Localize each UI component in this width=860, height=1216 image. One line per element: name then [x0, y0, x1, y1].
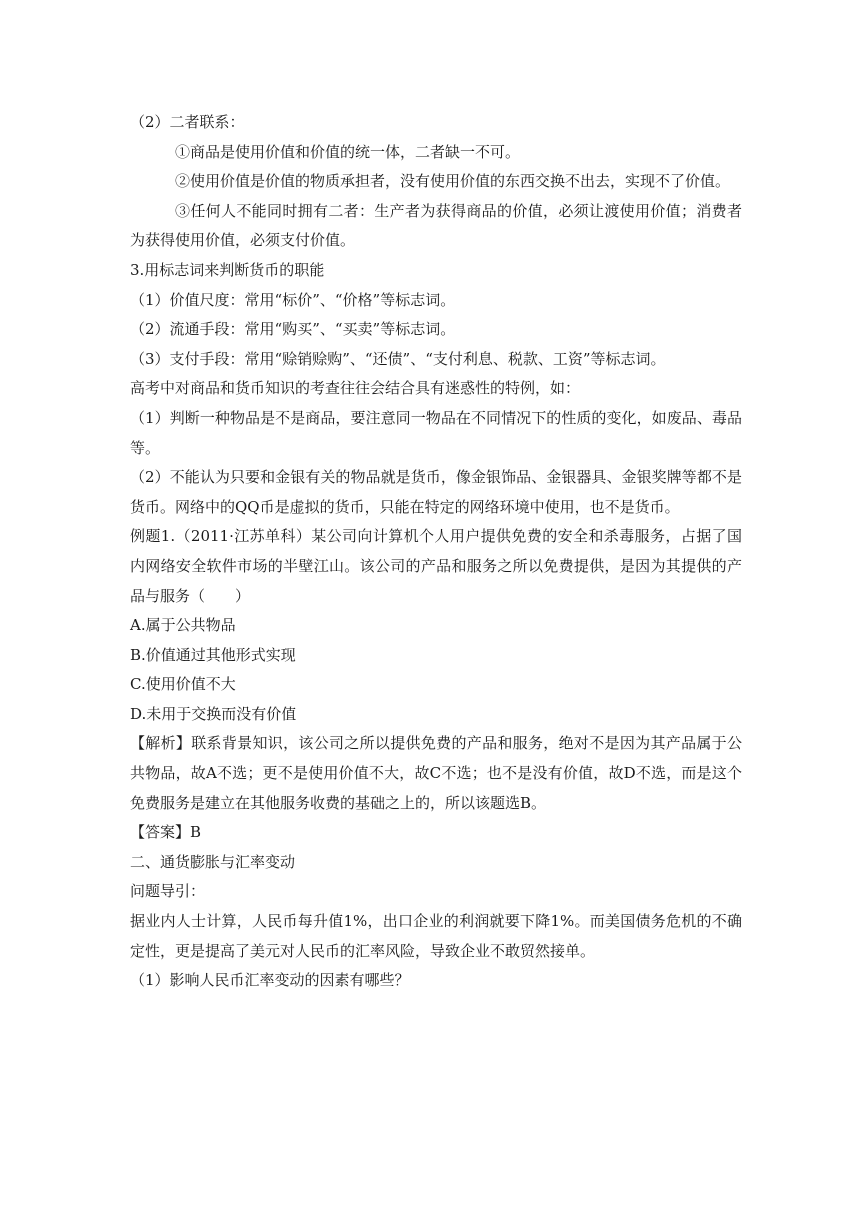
option-b: B.价值通过其他形式实现: [130, 645, 296, 664]
question-1: （1）影响人民币汇率变动的因素有哪些？: [130, 971, 410, 990]
section-3-title: 3.用标志词来判断货币的职能: [130, 260, 325, 279]
document-body: [130, 108, 742, 996]
section-2-title: 二、通货膨胀与汇率变动: [130, 852, 296, 871]
example-question: 例题1.（2011·江苏单科）某公司向计算机个人用户提供免费的安全和杀毒服务，占据了国内网络安全软件市场的半壁江山。该公司的产品和服务之所以免费提供，是因为其提供的产品与服务（ ）: [130, 527, 742, 605]
connection-point-2: ②使用价值是价值的物质承担者，没有使用价值的东西交换不出去，实现不了价值。: [175, 172, 731, 191]
option-d: D.未用于交换而没有价值: [130, 704, 297, 723]
guide-text: 据业内人士计算，人民币每升值1%，出口企业的利润就要下降1%。而美国债务危机的不确定性，更是提高了美元对人民币的汇率风险，导致企业不敢贸然接单。: [130, 912, 742, 960]
exam-note-1: （1）判断一种物品是不是商品，要注意同一物品在不同情况下的性质的变化，如废品、毒品等。: [130, 408, 742, 457]
money-function-3: （3）支付手段：常用“赊销赊购”、“还债”、“支付利息、税款、工资”等标志词。: [130, 349, 666, 368]
option-a: A.属于公共物品: [130, 616, 236, 635]
connection-heading: （2）二者联系：: [130, 113, 245, 131]
connection-point-1: ①商品是使用价值和价值的统一体，二者缺一不可。: [175, 142, 521, 161]
money-function-1: （1）价值尺度：常用“标价”、“价格”等标志词。: [130, 290, 456, 309]
connection-point-3: ③任何人不能同时拥有二者：生产者为获得商品的价值，必须让渡使用价值；消费者为获得使用价值，必须支付价值。: [130, 201, 742, 250]
exam-note: 高考中对商品和货币知识的考查往往会结合具有迷惑性的特例，如：: [130, 379, 581, 398]
exam-note-2: （2）不能认为只要和金银有关的物品就是货币，像金银饰品、金银器具、金银奖牌等都不是货币。网络中的QQ币是虚拟的货币，只能在特定的网络环境中使用，也不是货币。: [130, 468, 742, 516]
analysis-text: 【解析】联系背景知识，该公司之所以提供免费的产品和服务，绝对不是因为其产品属于公共物品，故A不选；更不是使用价值不大，故C不选；也不是没有价值，故D不选，而是这个免费服务是建立在其他服务收费的基础之上的，所以该题选B。: [130, 734, 742, 812]
money-function-2: （2）流通手段：常用“购买”、“买卖”等标志词。: [130, 320, 456, 339]
answer-text: 【答案】B: [130, 823, 202, 842]
option-c: C.使用价值不大: [130, 675, 236, 694]
guide-title: 问题导引：: [130, 882, 206, 901]
